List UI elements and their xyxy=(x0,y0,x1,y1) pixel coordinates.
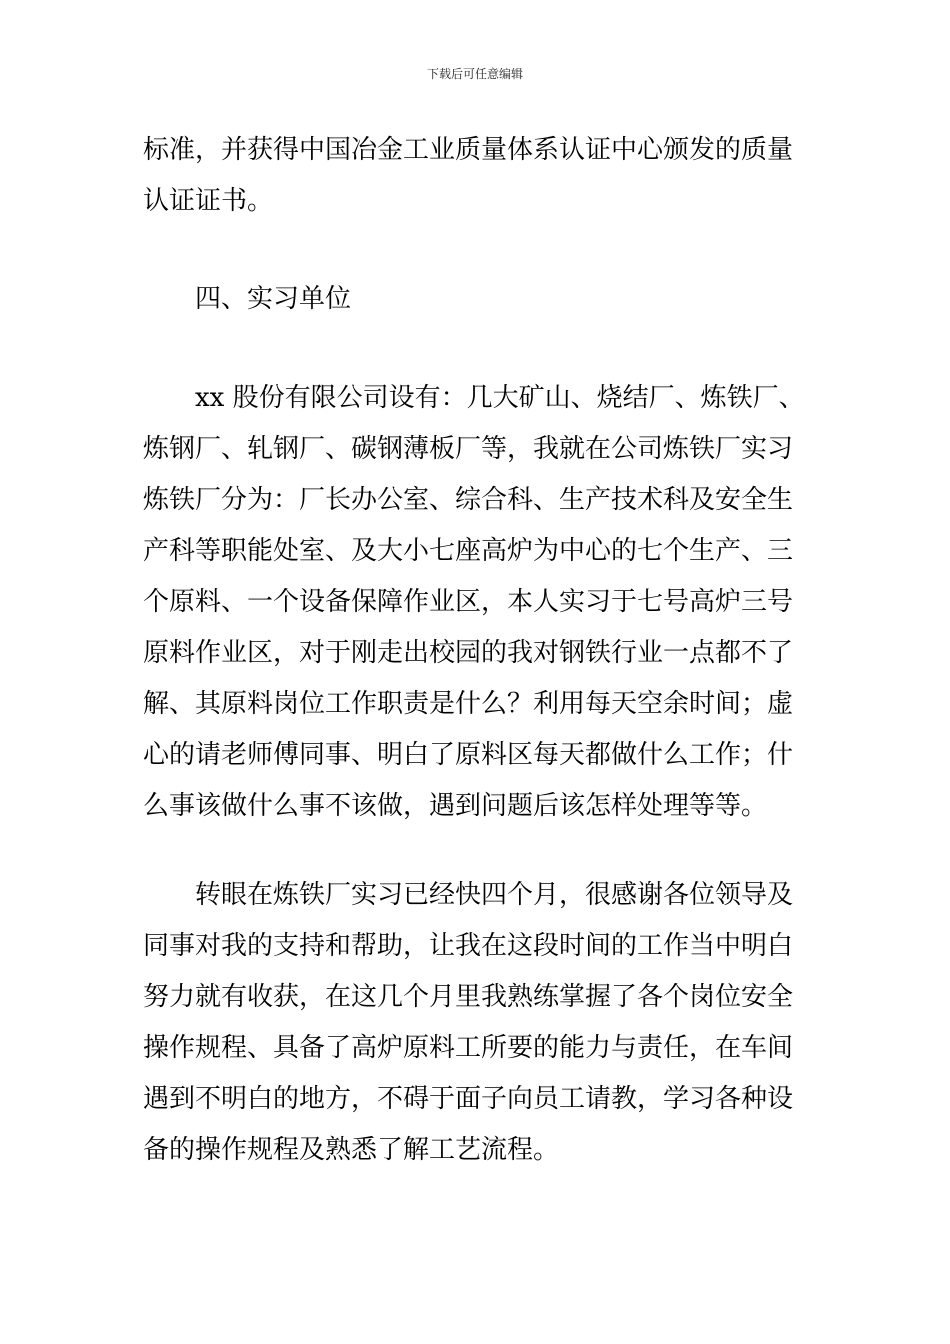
text-line: 标准，并获得中国冶金工业质量体系认证中心颁发的质量 xyxy=(143,135,794,165)
text-line: 么事该做什么事不该做，遇到问题后该怎样处理等等。 xyxy=(143,791,768,821)
text-line: 努力就有收获，在这几个月里我熟练掌握了各个岗位安全 xyxy=(143,982,794,1012)
text-line: 产科等职能处室、及大小七座高炉为中心的七个生产、三 xyxy=(143,536,794,566)
text-line: 认证证书。 xyxy=(143,186,274,216)
text-line: 解、其原料岗位工作职责是什么？利用每天空余时间；虚 xyxy=(143,689,794,719)
text-line: 遇到不明白的地方，不碍于面子向员工请教，学习各种设 xyxy=(143,1084,794,1114)
text-line: 个原料、一个设备保障作业区，本人实习于七号高炉三号 xyxy=(143,587,794,617)
text-line: xx 股份有限公司设有：几大矿山、烧结厂、炼铁厂、 xyxy=(143,383,805,413)
text-line: 心的请老师傅同事、明白了原料区每天都做什么工作；什 xyxy=(143,740,794,770)
text-line: 原料作业区，对于刚走出校园的我对钢铁行业一点都不了 xyxy=(143,638,794,668)
text-line: 备的操作规程及熟悉了解工艺流程。 xyxy=(143,1135,560,1165)
text-line: 转眼在炼铁厂实习已经快四个月，很感谢各位领导及 xyxy=(143,880,794,910)
text-line: 炼铁厂分为：厂长办公室、综合科、生产技术科及安全生 xyxy=(143,485,794,515)
text-line: 操作规程、具备了高炉原料工所要的能力与责任，在车间 xyxy=(143,1033,794,1063)
text-line: 同事对我的支持和帮助，让我在这段时间的工作当中明白 xyxy=(143,931,794,961)
section-heading: 四、实习单位 xyxy=(143,284,352,314)
page-header: 下载后可任意编辑 xyxy=(426,67,523,81)
text-line: 炼钢厂、轧钢厂、碳钢薄板厂等，我就在公司炼铁厂实习 xyxy=(143,434,794,464)
